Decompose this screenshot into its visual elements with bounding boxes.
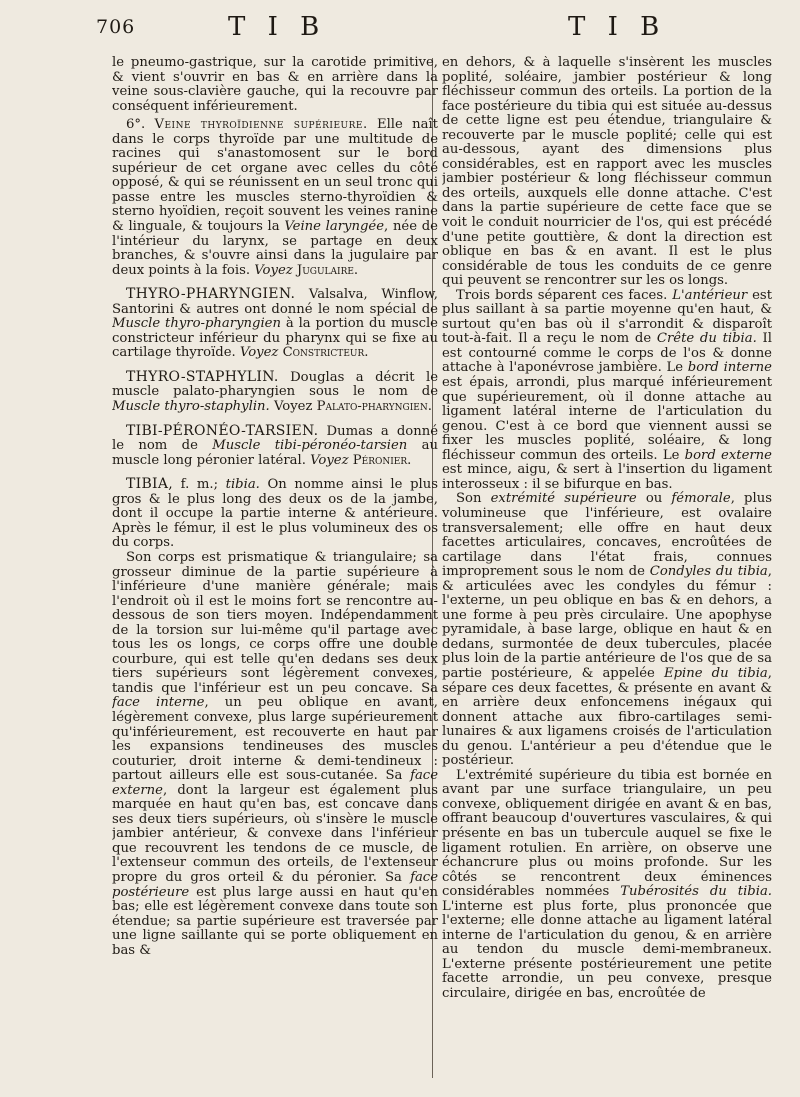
dictionary-entry xyxy=(112,424,438,469)
paragraph-text: , dont la largeur est également plus marquée en haut qu'en bas, est concave dans ses deux tiers supérieurs, où s'insère le muscle jambier antérieur, & convexe dans l'inférieur que recouvrent les tendons de ce muscle, de l'extenseur commun des orteils, de l'extenseur propre du gros orteil & du péronier. Sa xyxy=(112,782,438,885)
paragraph-text: Dumas a donné le nom de xyxy=(112,423,438,454)
paragraph-text: est plus saillant à sa partie moyenne qu'en haut, & surtout qu'en bas où il s'arrondit & disparoît tout-à-fait. Il a reçu le nom de xyxy=(442,287,772,347)
paragraph xyxy=(442,56,772,289)
cross-reference: Palato-pharyngien. xyxy=(316,399,432,415)
italic-term: Muscle thyro-pharyngien xyxy=(112,316,281,332)
entry-headword: THYRO-PHARYNGIEN. xyxy=(126,286,296,303)
right-column xyxy=(442,56,772,1086)
running-head-right: T I B xyxy=(568,12,667,42)
italic-term: fémorale xyxy=(671,491,731,507)
italic-term: face interne xyxy=(112,695,205,711)
section-term: Veine thyroïdienne supérieure. xyxy=(154,117,368,133)
italic-term: extrémité supérieure xyxy=(490,491,637,507)
paragraph-text: Trois bords séparent ces faces. xyxy=(456,287,673,303)
paragraph-text: Son xyxy=(456,491,491,507)
paragraph-text: le pneumo-gastrique, sur la carotide primitive, & vient s'ouvrir en bas & en arrière dans la veine sous-clavière gauche, qui la recouvre par conséquent inférieurement. xyxy=(112,56,438,114)
italic-term: Tubérosités du tibia. xyxy=(620,884,772,900)
page-number: 706 xyxy=(96,16,136,38)
paragraph-text: , plus volumineuse que l'inférieure, est ovalaire transversalement; elle offre en haut deux facettes articulaires, concaves, encroûtées de cartilage dans l'état frais, connues improprement sous le nom de xyxy=(442,491,772,580)
paragraph-text: à la portion du muscle constricteur inférieur du pharynx qui se fixe au cartilage thyroïde. xyxy=(112,316,438,361)
italic-term: face externe xyxy=(112,768,438,798)
entry-headword: TIBI-PÉRONÉO-TARSIEN. xyxy=(126,422,319,439)
paragraph xyxy=(442,289,772,493)
paragraph-text: , & articulées avec les condyles du fémur : l'externe, un peu oblique en bas & en dehors, a une forme à peu près circulaire. Une apophyse pyramidale, à base large, oblique en haut & en dedans, surmontée de deux tubercules, placée plus loin de la partie antérieure de l'os que de sa partie postérieure, & appelée xyxy=(442,564,772,681)
entry-headword: THYRO-STAPHYLIN. xyxy=(126,368,279,385)
italic-term: L'antérieur xyxy=(672,287,748,303)
voyez-label: Voyez xyxy=(239,345,279,361)
italic-term: bord externe xyxy=(684,447,772,463)
paragraph-text: est épais, arrondi, plus marqué inférieurement que supérieurement, où il donne attache au ligament latéral interne de l'articulation du genou. C'est à ce bord que viennent aussi se fixer les muscles poplité, soléaire, & long fléchisseur commun des orteils. Le xyxy=(442,375,772,463)
italic-term: Epine du tibia xyxy=(663,665,768,681)
italic-term: Muscle thyro-staphylin. xyxy=(112,399,270,415)
section-number: 6°. xyxy=(126,117,146,133)
paragraph-text: Son corps est prismatique & triangulaire; sa grosseur diminue de la partie supérieure à l'inférieure d'une manière générale; mais l'endroit où il est le moins fort se rencontre au-dessous de son tiers moyen. Indépendamment de la torsion sur lui-même qu'il partage avec tous les os longs, ce corps offre une double courbure, qui est telle qu'en dedans ses deux tiers supérieurs sont légèrement convexes, tandis que l'inférieur est un peu concave. Sa xyxy=(112,549,438,696)
paragraph-text: Il est contourné comme le corps de l'os & donne attache à l'aponévrose jambière. Le xyxy=(442,331,772,376)
running-head-left: T I B xyxy=(228,12,327,42)
paragraph xyxy=(442,492,772,768)
italic-term: face postérieure xyxy=(112,869,438,900)
paragraph-text: ou xyxy=(636,491,672,507)
paragraph-text: , un peu oblique en avant, légèrement convexe, plus large supérieurement qu'inférieurement, est recouverte en haut par les expansions tendineuses des muscles couturier, droit interne & demi-tendineux : partout ailleurs elle est sous-cutanée. Sa xyxy=(112,695,438,784)
italic-term: bord interne xyxy=(687,360,772,376)
paragraph-text: , sépare ces deux facettes, & présente en avant & en arrière deux enfoncemens inégaux qui donnent attache aux fibro-cartilages semi-lunaires & aux ligamens croisés de l'articulation du genou. L'antérieur a peu d'étendue que le postérieur. xyxy=(442,665,772,769)
paragraph xyxy=(112,551,438,958)
italic-term: tibia. xyxy=(225,477,260,493)
paragraph xyxy=(112,118,438,278)
paragraph xyxy=(442,769,772,1002)
paragraph-text: est plus large aussi en haut qu'en bas; elle est légèrement convexe dans toute son étendue; sa partie supérieure est traversée par une ligne saillante qui se porte obliquement en bas & xyxy=(112,884,438,958)
voyez-label: Voyez xyxy=(310,452,349,468)
italic-term: Veine laryngée xyxy=(284,219,385,235)
paragraph-text: , née de l'intérieur du larynx, se partage en deux branches, & s'ouvre ainsi dans la jugulaire par deux points à la fois. xyxy=(112,219,438,278)
paragraph-text: Douglas a décrit le muscle palato-pharyngien sous le nom de xyxy=(112,369,438,400)
paragraph xyxy=(112,56,438,114)
paragraph-text: est mince, aigu, & sert à l'insertion du ligament interosseux : il se bifurque en bas. xyxy=(442,462,772,492)
paragraph-text: On nomme ainsi le plus gros & le plus long des deux os de la jambe, dont il occupe la partie interne & antérieure. Après le fémur, il est le plus volumineux des os du corps. xyxy=(112,477,438,551)
paragraph-text: L'extrémité supérieure du tibia est bornée en avant par une surface triangulaire, un peu convexe, obliquement dirigée en avant & en bas, offrant beaucoup d'ouvertures vasculaires, & qui présente en bas un tubercule auquel se fixe le ligament rotulien. En arrière, on observe une échancrure plus ou moins profonde. Sur les côtés se rencontrent deux éminences considérables nommées xyxy=(442,767,772,900)
cross-reference: Constricteur. xyxy=(278,345,369,361)
cross-reference: Péronier. xyxy=(348,452,412,468)
voyez-label: Voyez xyxy=(254,262,293,278)
italic-term: Muscle tibi-péronéo-tarsien xyxy=(212,438,408,454)
dictionary-entry xyxy=(112,370,438,415)
paragraph-text: au muscle long péronier latéral. xyxy=(112,438,438,468)
paragraph-text: f. m.; xyxy=(173,477,226,493)
dictionary-entry xyxy=(112,477,438,551)
paragraph-text: Voyez xyxy=(269,399,317,415)
left-column xyxy=(112,56,438,1086)
paragraph-text: en dehors, & à laquelle s'insèrent les muscles poplité, soléaire, jambier postérieur & long fléchisseur commun des orteils. La portion de la face postérieure du tibia qui est située au-dessus de cette ligne est peu étendue, triangulaire & recouverte par le muscle poplité; celle qui est au-dessous, ayant des dimensions plus considérables, est en rapport avec les muscles jambier postérieur & long fléchisseur commun des orteils, auxquels elle donne attache. C'est dans la partie supérieure de cette face que se voit le conduit nourricier de l'os, qui est précédé d'une petite gouttière, & dont la direction est oblique en bas & en avant. Il est le plus considérable de tous les conduits de ce genre qui peuvent se rencontrer sur les os longs. xyxy=(442,56,772,289)
paragraph-text: Elle naît dans le corps thyroïde par une multitude de racines qui s'anastomosent sur le bord supérieur de cet organe avec celles du côté opposé, & qui se réunissent en un seul tronc qui passe entre les muscles sterno-thyroïdien & sterno hyoïdien, reçoit souvent les veines ranine & linguale, & toujours la xyxy=(112,117,438,235)
entry-headword: TIBIA, xyxy=(126,476,174,493)
page-header xyxy=(0,10,800,44)
paragraph-text: L'interne est plus forte, plus prononcée que l'externe; elle donne attache au ligament latéral interne de l'articulation du genou, & en arrière au tendon du muscle demi-membraneux. L'externe présente postérieurement une petite facette arrondie, un peu convexe, presque circulaire, dirigée en bas, encroûtée de xyxy=(442,898,772,1001)
paragraph-text: Valsalva, Winflow, Santorini & autres ont donné le nom spécial de xyxy=(112,287,438,317)
cross-reference: Jugulaire. xyxy=(292,262,359,278)
dictionary-entry xyxy=(112,287,438,361)
italic-term: Crête du tibia. xyxy=(656,331,757,347)
italic-term: Condyles du tibia xyxy=(649,564,768,580)
